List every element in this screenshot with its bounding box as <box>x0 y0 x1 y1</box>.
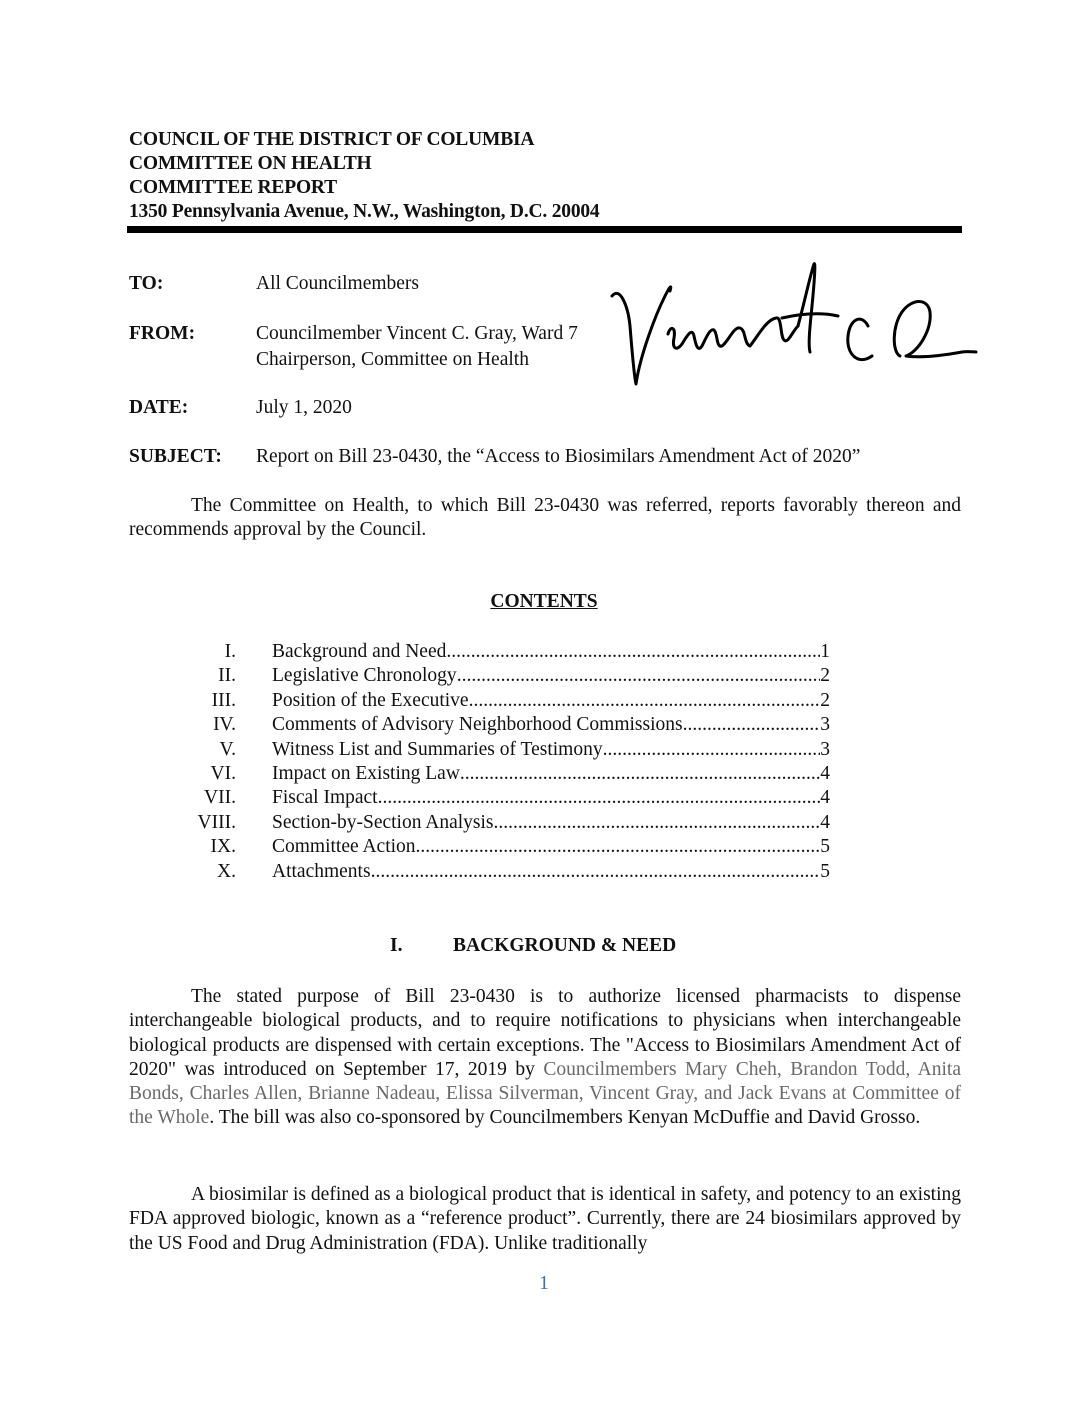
toc-item-page: 3 <box>820 714 830 736</box>
header-rule <box>127 226 962 233</box>
toc-item-number: V. <box>219 738 236 760</box>
toc-item[interactable] <box>180 762 840 786</box>
toc-item-number: VI. <box>210 762 236 784</box>
memo-date-label: DATE: <box>129 397 189 418</box>
memo-from-line1: Councilmember Vincent C. Gray, Ward 7 <box>256 323 578 344</box>
toc-item[interactable] <box>180 860 840 884</box>
toc-item-number: II. <box>218 665 236 687</box>
memo-date-value: July 1, 2020 <box>256 397 352 418</box>
toc-item-page: 3 <box>820 738 830 760</box>
memo-from-line2: Chairperson, Committee on Health <box>256 349 529 370</box>
intro-text: The Committee on Health, to which Bill 23-0430 was referred, reports favorably thereon and recommends approval by the Council. <box>129 495 961 541</box>
page-number: 1 <box>539 1272 549 1294</box>
toc-item-page: 4 <box>820 787 830 809</box>
toc-item-page: 2 <box>820 689 830 711</box>
toc-item-label: Witness List and Summaries of Testimony <box>272 738 603 762</box>
toc-item-label: Background and Need <box>272 640 446 664</box>
intro-paragraph <box>129 494 961 543</box>
toc-item-label: Section-by-Section Analysis <box>272 811 494 835</box>
toc-item[interactable] <box>180 713 840 737</box>
letterhead-council: COUNCIL OF THE DISTRICT OF COLUMBIA <box>129 129 535 150</box>
toc-item-page: 2 <box>820 665 830 687</box>
toc-item[interactable] <box>180 786 840 810</box>
toc-item-number: VIII. <box>197 811 236 833</box>
memo-to-value: All Councilmembers <box>256 273 420 294</box>
toc-item[interactable] <box>180 640 840 664</box>
toc-item[interactable] <box>180 664 840 688</box>
toc-item-number: X. <box>217 860 236 882</box>
memo-to-label: TO: <box>129 273 164 294</box>
biosimilar-text: A biosimilar is defined as a biological product that is identical in safety, and potency to an existing FDA approved biologic, known as a “reference product”. Currently, there are 24 biosimilars approved by the US Food and Drug Administration (FDA). Unlike traditionally <box>129 1184 961 1254</box>
toc-item-label: Fiscal Impact <box>272 786 378 810</box>
background-paragraph-2 <box>129 1183 961 1256</box>
contents-title: CONTENTS <box>490 591 598 612</box>
letterhead-address: 1350 Pennsylvania Avenue, N.W., Washington, D.C. 20004 <box>129 201 600 222</box>
letterhead-report: COMMITTEE REPORT <box>129 177 337 198</box>
table-of-contents <box>180 640 840 884</box>
toc-item-number: I. <box>224 641 236 662</box>
toc-item-page: 4 <box>820 811 830 833</box>
toc-item[interactable] <box>180 738 840 762</box>
section-number: I. <box>390 935 403 956</box>
memo-from-label: FROM: <box>129 323 196 344</box>
letterhead <box>129 128 599 224</box>
memo-subject-label: SUBJECT: <box>129 446 222 467</box>
toc-item-label: Attachments <box>272 860 371 884</box>
toc-item-page: 5 <box>820 836 830 858</box>
sponsors-text: Councilmembers Mary Cheh, Brandon Todd, Anita Bonds, Charles Allen, Brianne Nadeau, Elissa Silverman, Vincent Gray, and Jack Evans at Committee of the Whole <box>129 1058 961 1129</box>
letterhead-committee: COMMITTEE ON HEALTH <box>129 153 372 174</box>
toc-item[interactable] <box>180 689 840 713</box>
signature-image <box>610 256 980 396</box>
toc-item-label: Position of the Executive <box>272 689 469 713</box>
background-text-b: . The bill was also co-sponsored by Councilmembers Kenyan McDuffie and David Grosso. <box>209 1107 921 1129</box>
background-text-a: The stated purpose of Bill 23-0430 is to authorize licensed pharmacists to dispense interchangeable biological products, and to require notifications to physicians when interchangeable biological products are dispensed with certain exceptions. The "Access to Biosimilars Amendment Act of 2020" was introduced on September 17, 2019 by <box>129 986 961 1080</box>
toc-item-number: III. <box>211 689 236 711</box>
toc-item-label: Comments of Advisory Neighborhood Commissions <box>272 713 683 737</box>
toc-item-page: 4 <box>820 762 830 784</box>
memo-subject-value: Report on Bill 23-0430, the “Access to Biosimilars Amendment Act of 2020” <box>256 446 861 467</box>
toc-item[interactable] <box>180 835 840 859</box>
toc-item-label: Committee Action <box>272 835 416 859</box>
toc-item-number: VII. <box>204 787 236 809</box>
toc-item-label: Legislative Chronology <box>272 664 457 688</box>
section-title: BACKGROUND & NEED <box>453 935 677 956</box>
toc-item-number: IV. <box>213 714 236 736</box>
background-paragraph-1 <box>129 985 961 1131</box>
toc-item-number: IX. <box>210 836 236 858</box>
toc-item-label: Impact on Existing Law <box>272 762 460 786</box>
toc-item[interactable] <box>180 811 840 835</box>
toc-item-page: 5 <box>820 860 830 882</box>
toc-item-page: 1 <box>820 641 830 662</box>
